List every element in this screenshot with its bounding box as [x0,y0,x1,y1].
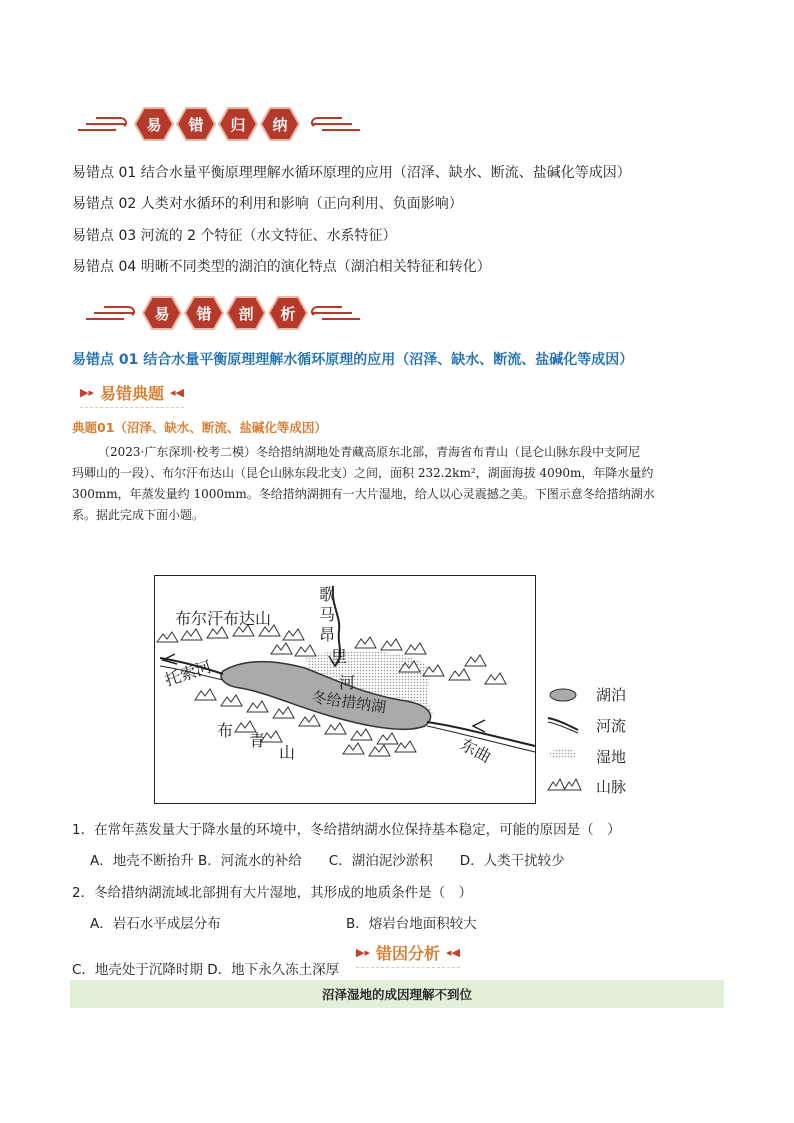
wetland-legend-icon [546,746,580,762]
error-point-1: 易错点 01 结合水量平衡原理理解水循环原理的应用（沼泽、缺水、断流、盐碱化等成因） [72,165,631,181]
right-scroll-ornament-icon [306,110,362,138]
map-legend [546,682,646,802]
label-river-n-2: 马 [319,605,336,624]
label-south-range-3: 山 [279,743,296,762]
error-cause-bar: 沼泽湿地的成因理解不到位 [70,980,724,1008]
header-2-hexes [142,296,308,330]
hex-tile: 易 [134,107,174,141]
hex-tile: 错 [176,107,216,141]
header-1-hexes [134,107,300,141]
label-river-n-5: 河 [339,673,356,692]
question-2-option-b: B．熔岩台地面积较大 [346,916,477,932]
double-triangle-left-icon: ◂◀ [170,386,184,399]
right-scroll-ornament-icon [306,299,362,327]
stem-line: 玛卿山的一段）、布尔汗布达山（昆仑山脉东段北支）之间，面积 232.2km²，湖面海拔 4090m，年降水量约 [72,466,654,480]
lake-drainage-map [154,575,536,804]
label-river-n-4: 里 [331,647,348,666]
double-triangle-right-icon: ▶▸ [80,386,94,399]
label-river-west: 托索河 [162,656,214,690]
question-2-option-a: A．岩石水平成层分布 [90,916,221,932]
header-banner-2 [84,293,364,333]
tag-label: 易错典题 [99,384,164,403]
hex-tile: 析 [268,296,308,330]
stem-line: 300mm，年蒸发量约 1000mm。冬给措纳湖拥有一大片湿地，给人以心灵震撼之美。下图示意冬给措纳湖水 [72,487,655,501]
double-triangle-right-icon: ▶▸ [356,946,370,959]
label-river-n-3: 昂 [319,625,336,644]
legend-wetland: 湿地 [596,748,627,766]
example-title: 典题01（沼泽、缺水、断流、盐碱化等成因） [72,420,327,435]
tag-error-analysis [356,941,460,968]
header-banner-1 [76,104,356,144]
mountain-legend-icon [546,776,582,792]
hex-tile: 纳 [260,107,300,141]
label-south-range-2: 青 [249,731,266,750]
label-south-range-1: 布 [217,721,234,740]
stem-line: 系。据此完成下面小题。 [72,508,205,522]
lake-legend-icon [546,686,580,704]
question-stem [72,442,722,526]
double-triangle-left-icon: ◂◀ [446,946,460,959]
error-point-3: 易错点 03 河流的 2 个特征（水文特征、水系特征） [72,228,397,244]
question-2-stem: 2．冬给措纳湖流域北部拥有大片湿地，其形成的地质条件是（ ） [72,885,473,901]
error-point-2: 易错点 02 人类对水循环的利用和影响（正向利用、负面影响） [72,196,463,212]
river-legend-icon [546,714,580,734]
left-scroll-ornament-icon [76,110,132,138]
stem-line: （2023·广东深圳·校考二模）冬给措纳湖地处青藏高原东北部，青海省布青山（昆仑山脉东段中支阿尼 [98,445,641,459]
left-scroll-ornament-icon [84,299,140,327]
hex-tile: 错 [184,296,224,330]
hex-tile: 易 [142,296,182,330]
legend-river: 河流 [596,717,627,735]
tag-typical-problem [80,381,184,408]
question-1-stem: 1．在常年蒸发量大于降水量的环境中，冬给措纳湖水位保持基本稳定，可能的原因是（ ） [72,822,621,838]
label-river-east: 东曲 [457,734,495,767]
tag-label: 错因分析 [375,944,440,963]
label-lake: 冬给措纳湖 [310,688,388,717]
question-2-option-cd: C．地壳处于沉降时期 D．地下永久冻土深厚 [72,962,340,978]
hex-tile: 剖 [226,296,266,330]
legend-mountain: 山脉 [596,778,627,796]
legend-lake: 湖泊 [596,686,627,704]
question-1-options: A．地壳不断抬升 B．河流水的补给 C．湖泊泥沙淤积 D．人类干扰较少 [90,853,565,869]
label-north-range: 布尔汗布达山 [175,609,272,628]
section-title: 易错点 01 结合水量平衡原理理解水循环原理的应用（沼泽、缺水、断流、盐碱化等成因） [72,352,634,368]
hex-tile: 归 [218,107,258,141]
label-river-n-1: 歌 [319,585,336,604]
error-point-4: 易错点 04 明晰不同类型的湖泊的演化特点（湖泊相关特征和转化） [72,259,491,275]
